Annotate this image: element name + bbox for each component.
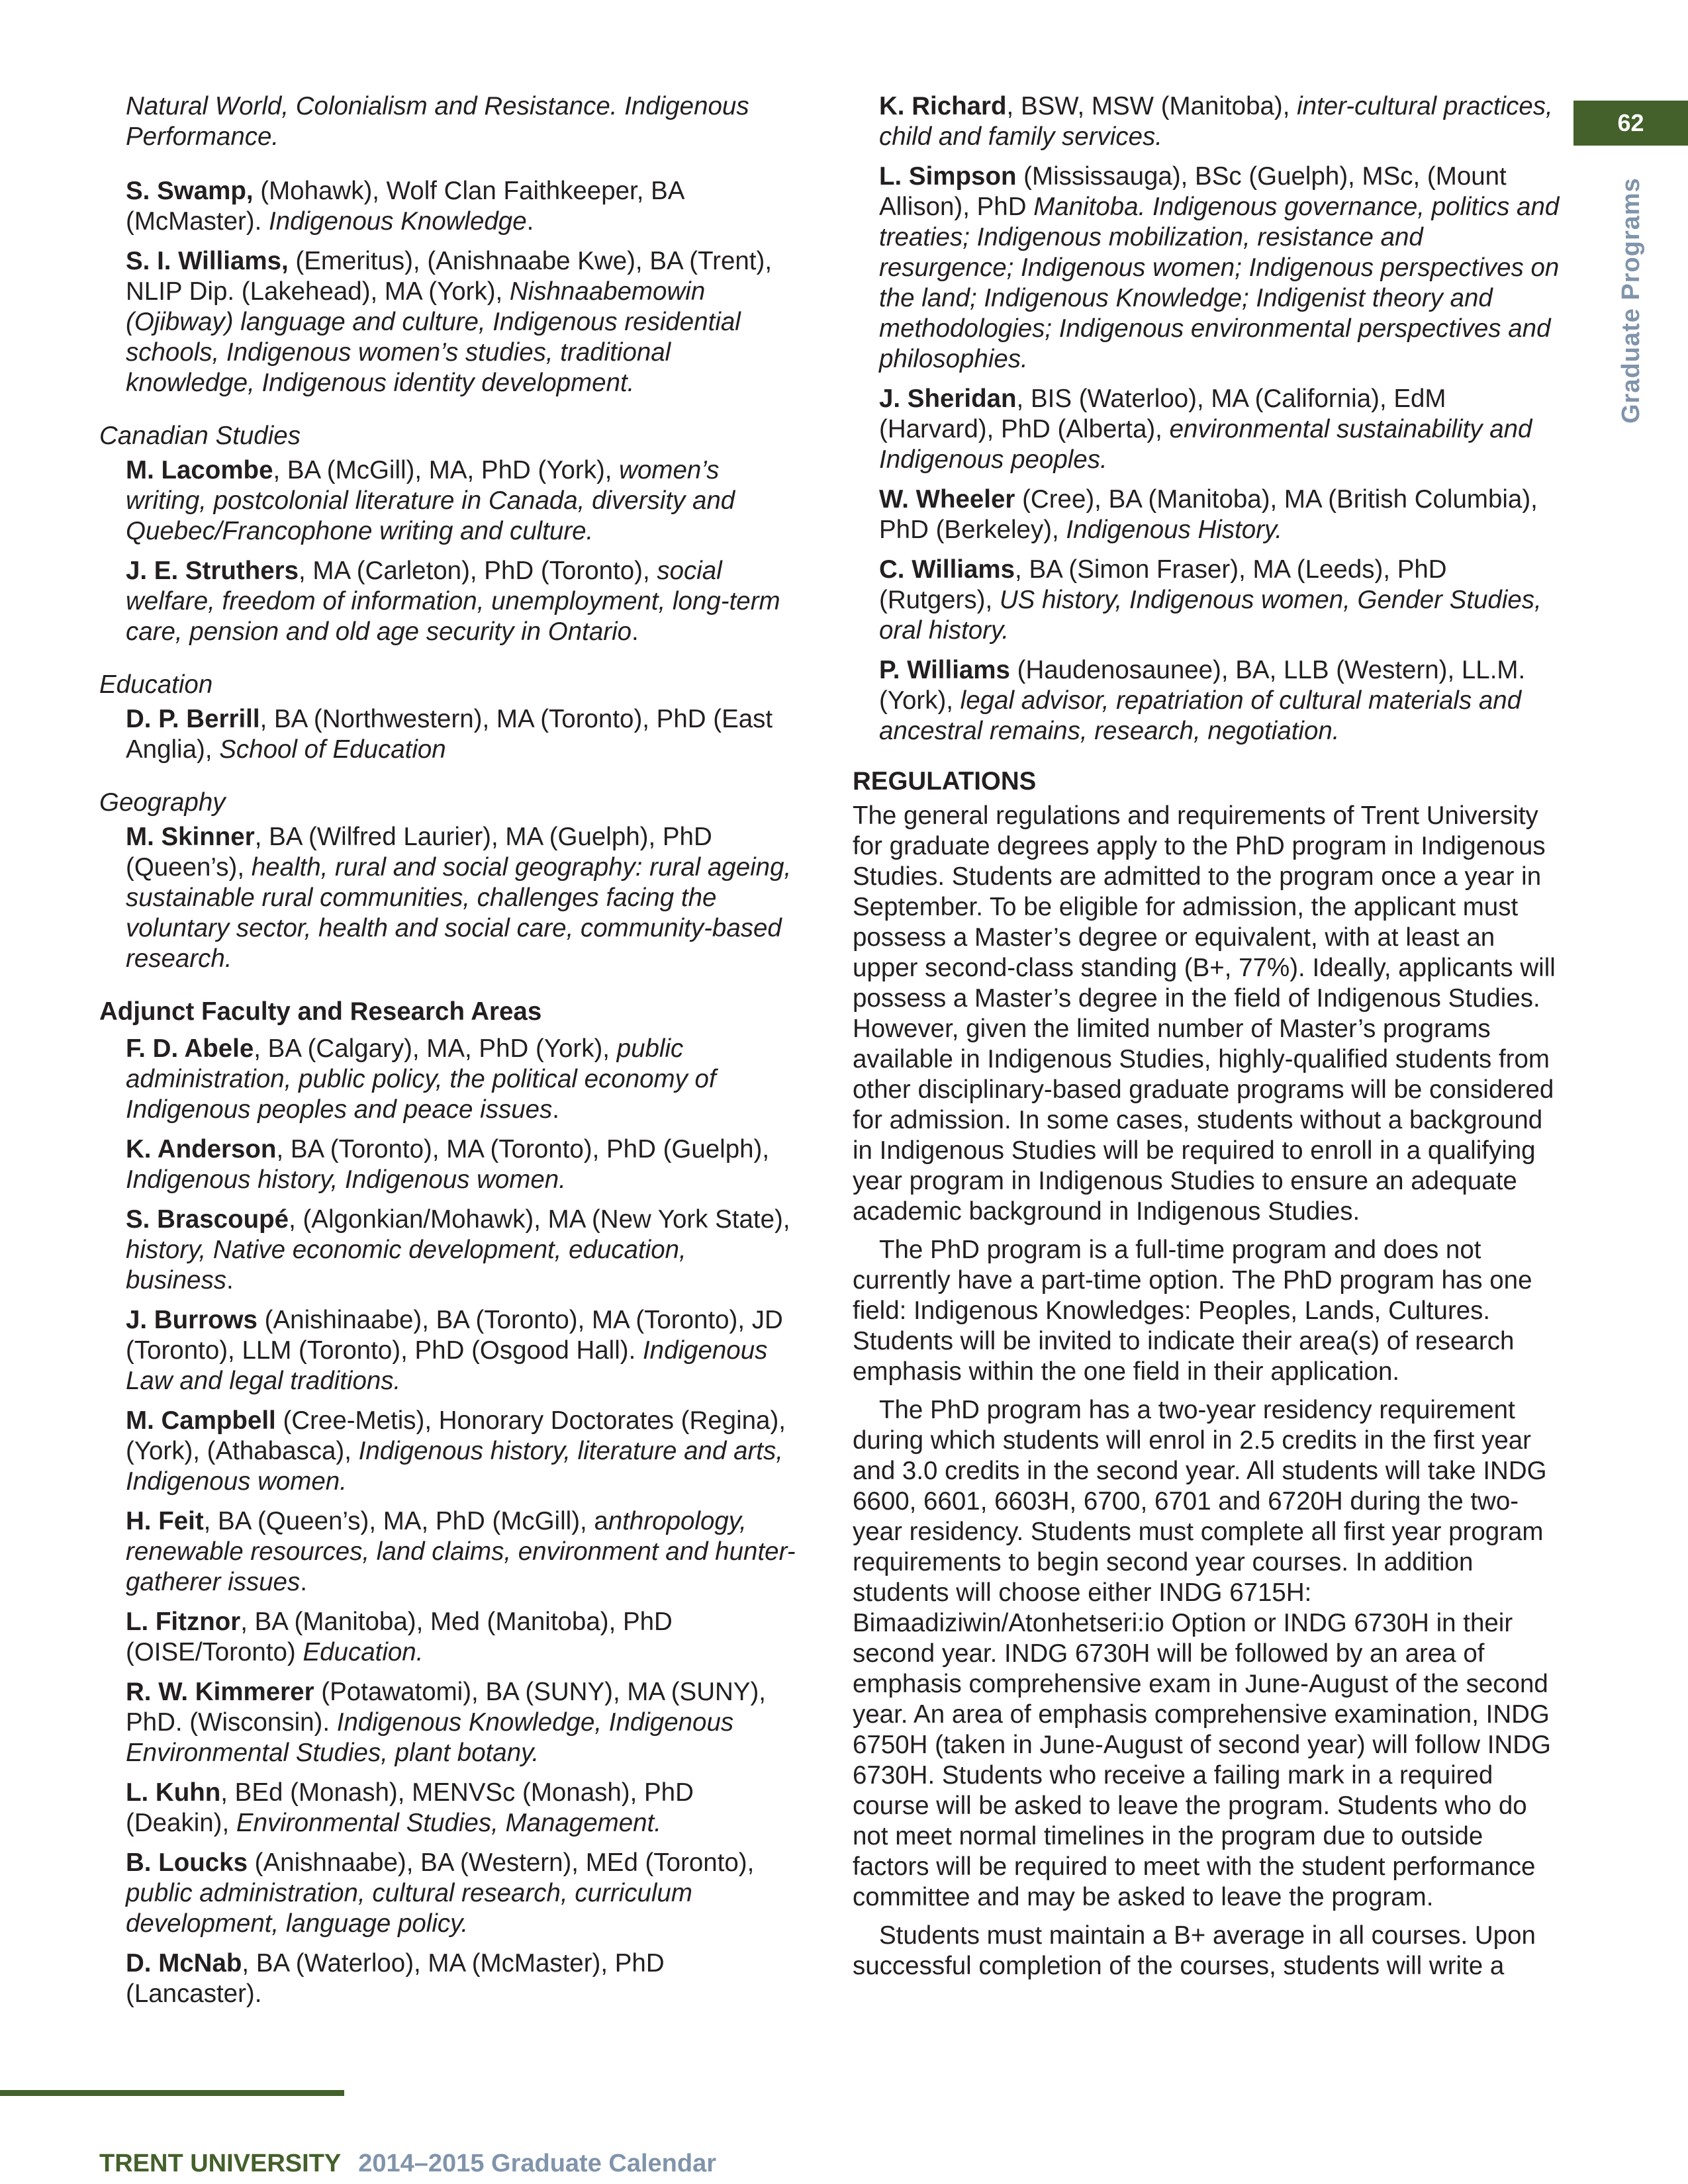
- faculty-credentials: , BA (Wilfred Laurier), MA (Guelph), PhD (Queen’s),: [126, 823, 712, 882]
- faculty-credentials: , BIS (Waterloo), MA (California), EdM (Harvard), PhD (Alberta),: [879, 385, 1446, 443]
- faculty-entry: [879, 384, 1562, 475]
- faculty-credentials: , BA (Waterloo), MA (McMaster), PhD (Lancaster).: [126, 1949, 665, 2008]
- faculty-credentials: , BA (Toronto), MA (Toronto), PhD (Guelph),: [276, 1135, 770, 1163]
- geography-group: [99, 788, 801, 974]
- faculty-name: D. P. Berrill: [126, 705, 260, 733]
- faculty-area: School of Education: [219, 735, 446, 764]
- faculty-entry: [879, 655, 1562, 747]
- faculty-area: Indigenous history, literature and arts, Indigenous women.: [126, 1437, 783, 1496]
- faculty-entry: [879, 484, 1562, 545]
- faculty-entry: [126, 1305, 801, 1396]
- faculty-area: Manitoba. Indigenous governance, politics and treaties; Indigenous mobilization, resistance and resurgence; Indigenous women; Indigenous perspectives on the land; Indigenous Knowledge; Indigenist theory and methodologies; Indigenous environmental perspectives and philosophies.: [879, 193, 1560, 373]
- faculty-name: R. W. Kimmerer: [126, 1678, 314, 1706]
- faculty-name: S. I. Williams,: [126, 247, 289, 275]
- faculty-area: Education.: [303, 1638, 424, 1666]
- faculty-end: .: [552, 1095, 559, 1124]
- faculty-name: L. Fitznor: [126, 1608, 241, 1636]
- faculty-name: L. Kuhn: [126, 1778, 221, 1807]
- faculty-name: C. Williams: [879, 555, 1015, 584]
- faculty-area: Indigenous Knowledge: [269, 207, 527, 236]
- faculty-credentials: (Cree), BA (Manitoba), MA (British Columbia), PhD (Berkeley),: [879, 485, 1538, 544]
- faculty-entry: [126, 455, 801, 547]
- faculty-name: K. Anderson: [126, 1135, 277, 1163]
- faculty-entry: [126, 1134, 801, 1195]
- canadian-studies-group: [99, 421, 801, 647]
- footer-university: TRENT UNIVERSITY: [99, 2150, 342, 2177]
- faculty-name: M. Skinner: [126, 823, 255, 851]
- faculty-area: Indigenous Law and legal traditions.: [126, 1336, 768, 1395]
- section-heading: Adjunct Faculty and Research Areas: [99, 997, 542, 1026]
- faculty-credentials: , BA (Simon Fraser), MA (Leeds), PhD (Rutgers),: [879, 555, 1447, 614]
- faculty-entry: [879, 91, 1562, 152]
- faculty-entry: [126, 1506, 801, 1598]
- faculty-end: .: [226, 1266, 234, 1295]
- faculty-credentials: (Mohawk), Wolf Clan Faithkeeper, BA (McMaster).: [126, 177, 684, 236]
- faculty-entry: [126, 1778, 801, 1839]
- faculty-entry: [879, 555, 1562, 646]
- faculty-end: .: [526, 207, 534, 236]
- faculty-entry: [126, 1034, 801, 1125]
- faculty-credentials: , BA (Calgary), MA, PhD (York),: [254, 1034, 617, 1063]
- faculty-area: inter-cultural practices, child and family services.: [879, 92, 1553, 151]
- continuation-text: Natural World, Colonialism and Resistance. Indigenous Performance.: [126, 92, 749, 151]
- faculty-credentials: (Mississauga), BSc (Guelph), MSc, (Mount Allison), PhD: [879, 162, 1507, 221]
- faculty-end: .: [632, 617, 639, 646]
- faculty-area: health, rural and social geography: rural ageing, sustainable rural communities, challenges facing the voluntary sector, health and social care, community-based research.: [126, 853, 792, 973]
- faculty-credentials: , MA (Carleton), PhD (Toronto),: [299, 557, 657, 585]
- faculty-credentials: (Anishinaabe), BA (Toronto), MA (Toronto), JD (Toronto), LLM (Toronto), PhD (Osgood Hall).: [126, 1306, 783, 1365]
- regulations-paragraph: The general regulations and requirements of Trent University for graduate degrees apply to the PhD program in Indigenous Studies. Students are admitted to the program once a year in September. To be eligible for admission, the applicant must possess a Master’s degree or equivalent, with at least an upper second-class standing (B+, 77%). Ideally, applicants will possess a Master’s degree in the field of Indigenous Studies. However, given the limited number of Master’s programs available in Indigenous Studies, highly-qualified students from other disciplinary-based graduate programs will be considered for admission. In some cases, students without a background in Indigenous Studies will be required to enroll in a qualifying year program in Indigenous Studies to ensure an adequate academic background in Indigenous Studies.: [853, 801, 1556, 1226]
- right-column: [853, 91, 1562, 1989]
- faculty-entry: [126, 1205, 801, 1296]
- faculty-name: K. Richard: [879, 92, 1007, 120]
- faculty-end: .: [300, 1568, 307, 1596]
- faculty-credentials: , BA (Northwestern), MA (Toronto), PhD (East Anglia),: [126, 705, 773, 764]
- faculty-area: Environmental Studies, Management.: [236, 1809, 661, 1837]
- faculty-name: S. Brascoupé: [126, 1205, 289, 1234]
- faculty-credentials: (Cree-Metis), Honorary Doctorates (Regina), (York), (Athabasca),: [126, 1406, 786, 1465]
- faculty-name: J. E. Struthers: [126, 557, 299, 585]
- faculty-area: US history, Indigenous women, Gender Studies, oral history.: [879, 586, 1542, 645]
- faculty-name: J. Burrows: [126, 1306, 258, 1334]
- faculty-area: public administration, public policy, the political economy of Indigenous peoples and peace issues: [126, 1034, 716, 1124]
- faculty-area: Nishnaabemowin (Ojibway) language and culture, Indigenous residential schools, Indigenous women’s studies, traditional knowledge, Indigenous identity development.: [126, 277, 741, 397]
- faculty-credentials: (Haudenosaunee), BA, LLB (Western), LL.M. (York),: [879, 656, 1526, 715]
- adjunct-group: [99, 997, 801, 2009]
- faculty-area: public administration, cultural research, curriculum development, language policy.: [126, 1879, 692, 1938]
- faculty-entry: [879, 161, 1562, 375]
- regulations-paragraph: The PhD program has a two-year residency requirement during which students will enrol in 2.5 credits in the first year and 3.0 credits in the second year. All students will take INDG 6600, 6601, 6603H, 6700, 6701 and 6720H during the two-year residency. Students must complete all first year program requirements to begin second year courses. In addition students will choose either INDG 6715H: Bimaadiziwin/Atonhetseri:io Option or INDG 6730H in their second year. INDG 6730H will be followed by an area of emphasis comprehensive exam in June-August of the second year. An area of emphasis comprehensive examination, INDG 6750H (taken in June-August of second year) will follow INDG 6730H. Students who receive a failing mark in a required course will be asked to leave the program. Students who do not meet normal timelines in the program due to outside factors will be required to meet with the student performance committee and may be asked to leave the program.: [853, 1396, 1551, 1911]
- faculty-name: B. Loucks: [126, 1848, 248, 1877]
- faculty-area: nthropology, renewable resources, land claims, environment and hunter-gatherer issues: [126, 1507, 796, 1596]
- faculty-area: Indigenous Knowledge, Indigenous Environmental Studies, plant botany.: [126, 1708, 734, 1767]
- faculty-credentials: , BA (McGill), MA, PhD (York),: [273, 456, 620, 484]
- section-side-label: Graduate Programs: [1617, 177, 1645, 424]
- faculty-name: H. Feit: [126, 1507, 204, 1535]
- faculty-name: P. Williams: [879, 656, 1010, 684]
- faculty-name: L. Simpson: [879, 162, 1017, 191]
- faculty-area: Indigenous History.: [1066, 516, 1283, 544]
- regulations-heading: REGULATIONS: [853, 767, 1037, 796]
- faculty-credentials: (Potawatomi), BA (SUNY), MA (SUNY), PhD. (Wisconsin).: [126, 1678, 766, 1737]
- faculty-entry: [126, 1677, 801, 1768]
- faculty-credentials: (Anishnaabe), BA (Western), MEd (Toronto),: [247, 1848, 755, 1877]
- category-heading: Canadian Studies: [99, 422, 301, 450]
- faculty-credentials: (Emeritus), (Anishnaabe Kwe), BA (Trent), NLIP Dip. (Lakehead), MA (York),: [126, 247, 773, 306]
- category-heading: Education: [99, 670, 213, 699]
- page-number: 62: [1573, 101, 1688, 146]
- faculty-name: M. Campbell: [126, 1406, 276, 1435]
- faculty-area: Indigenous history, Indigenous women.: [126, 1165, 566, 1194]
- faculty-name: D. McNab: [126, 1949, 242, 1978]
- faculty-entry: [126, 822, 801, 974]
- faculty-area: women’s writing, postcolonial literature in Canada, diversity and Quebec/Francophone writing and culture.: [126, 456, 735, 545]
- footer-calendar: 2014–2015 Graduate Calendar: [358, 2150, 717, 2177]
- faculty-entry: [126, 704, 801, 765]
- faculty-name: F. D. Abele: [126, 1034, 254, 1063]
- regulations-paragraph: The PhD program is a full-time program and does not currently have a part-time option. The PhD program has one field: Indigenous Knowledges: Peoples, Lands, Cultures. Students will be invited to indicate their area(s) of research emphasis within the one field in their application.: [853, 1236, 1532, 1386]
- faculty-credentials: , BA (Manitoba), Med (Manitoba), PhD (OISE/Toronto): [126, 1608, 673, 1666]
- faculty-name: J. Sheridan: [879, 385, 1017, 413]
- faculty-credentials: , BA (Queen’s), MA, PhD (McGill), a: [203, 1507, 608, 1535]
- faculty-name: W. Wheeler: [879, 485, 1015, 514]
- faculty-area: legal advisor, repatriation of cultural materials and ancestral remains, research, negotiation.: [879, 686, 1522, 745]
- faculty-credentials: , BSW, MSW (Manitoba),: [1006, 92, 1297, 120]
- faculty-credentials: , (Algonkian/Mohawk), MA (New York State),: [289, 1205, 790, 1234]
- faculty-entry: [126, 556, 801, 647]
- faculty-entry: [126, 1848, 801, 1939]
- left-column: [99, 91, 801, 2032]
- faculty-entry: [126, 1948, 801, 2009]
- faculty-entry: [126, 176, 801, 237]
- faculty-area: social welfare, freedom of information, unemployment, long-term care, pension and old age security in Ontario: [126, 557, 780, 646]
- faculty-name: S. Swamp,: [126, 177, 254, 205]
- footer-rule: [0, 2090, 344, 2096]
- page-footer: [99, 2150, 716, 2178]
- education-group: [99, 670, 801, 765]
- faculty-name: M. Lacombe: [126, 456, 273, 484]
- faculty-entry: [126, 1406, 801, 1497]
- faculty-area: environmental sustainability and Indigenous peoples.: [879, 415, 1532, 474]
- faculty-credentials: , BEd (Monash), MENVSc (Monash), PhD (Deakin),: [126, 1778, 694, 1837]
- faculty-group-top: [99, 176, 801, 398]
- faculty-entry: [126, 246, 801, 398]
- faculty-entry: [126, 1607, 801, 1668]
- regulations-paragraph: Students must maintain a B+ average in all courses. Upon successful completion of the courses, students will write a: [853, 1921, 1536, 1980]
- category-heading: Geography: [99, 788, 226, 817]
- faculty-area: history, Native economic development, education, business: [126, 1236, 686, 1295]
